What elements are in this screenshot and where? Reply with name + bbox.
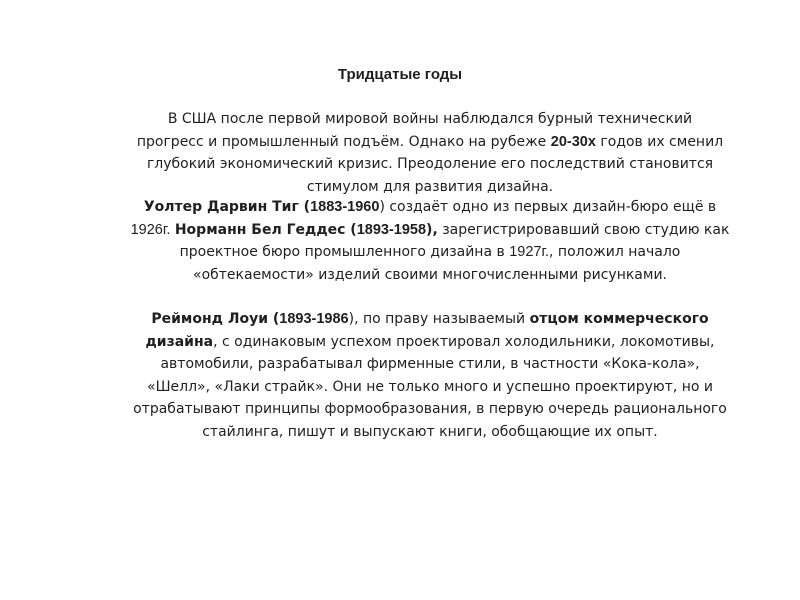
text-run: , с одинаковым успехом проектировал холодильники, локомотивы, <box>213 333 715 350</box>
years-range: 20-30х <box>550 133 596 150</box>
years-geddes: 1893-1958 <box>356 221 427 238</box>
text-line <box>96 176 764 199</box>
text-line <box>96 153 764 176</box>
text-run: «Шелл», «Лаки страйк». Они не только много и успешно проектируют, но и <box>147 378 713 395</box>
paragraph-loewy <box>96 308 764 443</box>
text-run: ), по праву называемый <box>348 311 530 327</box>
text-line <box>96 219 764 242</box>
text-line <box>96 196 764 219</box>
text-line <box>96 264 764 287</box>
name-geddes: Норманн Бел Геддес ( <box>174 221 357 238</box>
years-loewy: 1893-1986 <box>279 311 349 327</box>
year-1926: 1926г. <box>130 221 171 238</box>
text-run: автомобили, разрабатывал фирменные стили, в частности «Кока-кола», <box>160 356 700 372</box>
text-line <box>96 131 764 154</box>
text-run: , положил начало <box>549 244 681 260</box>
text-line <box>96 241 764 264</box>
paragraph-usa-progress <box>96 108 764 198</box>
text-run: стайлинга, пишут и выпускают книги, обобщающие их опыт. <box>202 423 658 440</box>
text-line <box>96 308 764 331</box>
phrase-design: дизайна <box>145 333 214 350</box>
text-line <box>96 421 764 444</box>
name-teague: Уолтер Дарвин Тиг ( <box>143 199 311 215</box>
text-line <box>96 331 764 354</box>
text-run: стимулом для развития дизайна. <box>306 178 554 195</box>
text-line <box>96 376 764 399</box>
text-run: прогресс и промышленный подъём. Однако на рубеже <box>136 133 551 150</box>
text-line <box>96 353 764 376</box>
paragraph-teague-geddes <box>96 196 764 286</box>
text-run: «обтекаемости» изделий своими многочисленными рисунками. <box>193 266 667 283</box>
text-run: зарегистрировавший свою студию как <box>437 221 730 238</box>
text-run: годов их сменил <box>595 133 724 150</box>
text-run: ), <box>426 221 438 238</box>
phrase-father: отцом коммерческого <box>529 311 709 327</box>
years-teague: 1883-1960 <box>310 199 380 215</box>
text-run: проектное бюро промышленного дизайна в <box>179 244 510 260</box>
text-run: В США после первой мировой войны наблюдался бурный технический <box>167 111 693 127</box>
text-run: глубокий экономический кризис. Преодоление его последствий становится <box>146 156 714 172</box>
year-1927: 1927г. <box>509 244 550 260</box>
text-line <box>96 108 764 131</box>
text-line <box>96 398 764 421</box>
text-run: отрабатывают принципы формообразования, в первую очередь рационального <box>133 401 727 417</box>
name-loewy: Реймонд Лоуи ( <box>151 311 280 327</box>
slide-title: Тридцатые годы <box>337 66 463 83</box>
text-run: ) создаёт одно из первых дизайн-бюро ещё в <box>379 199 717 215</box>
